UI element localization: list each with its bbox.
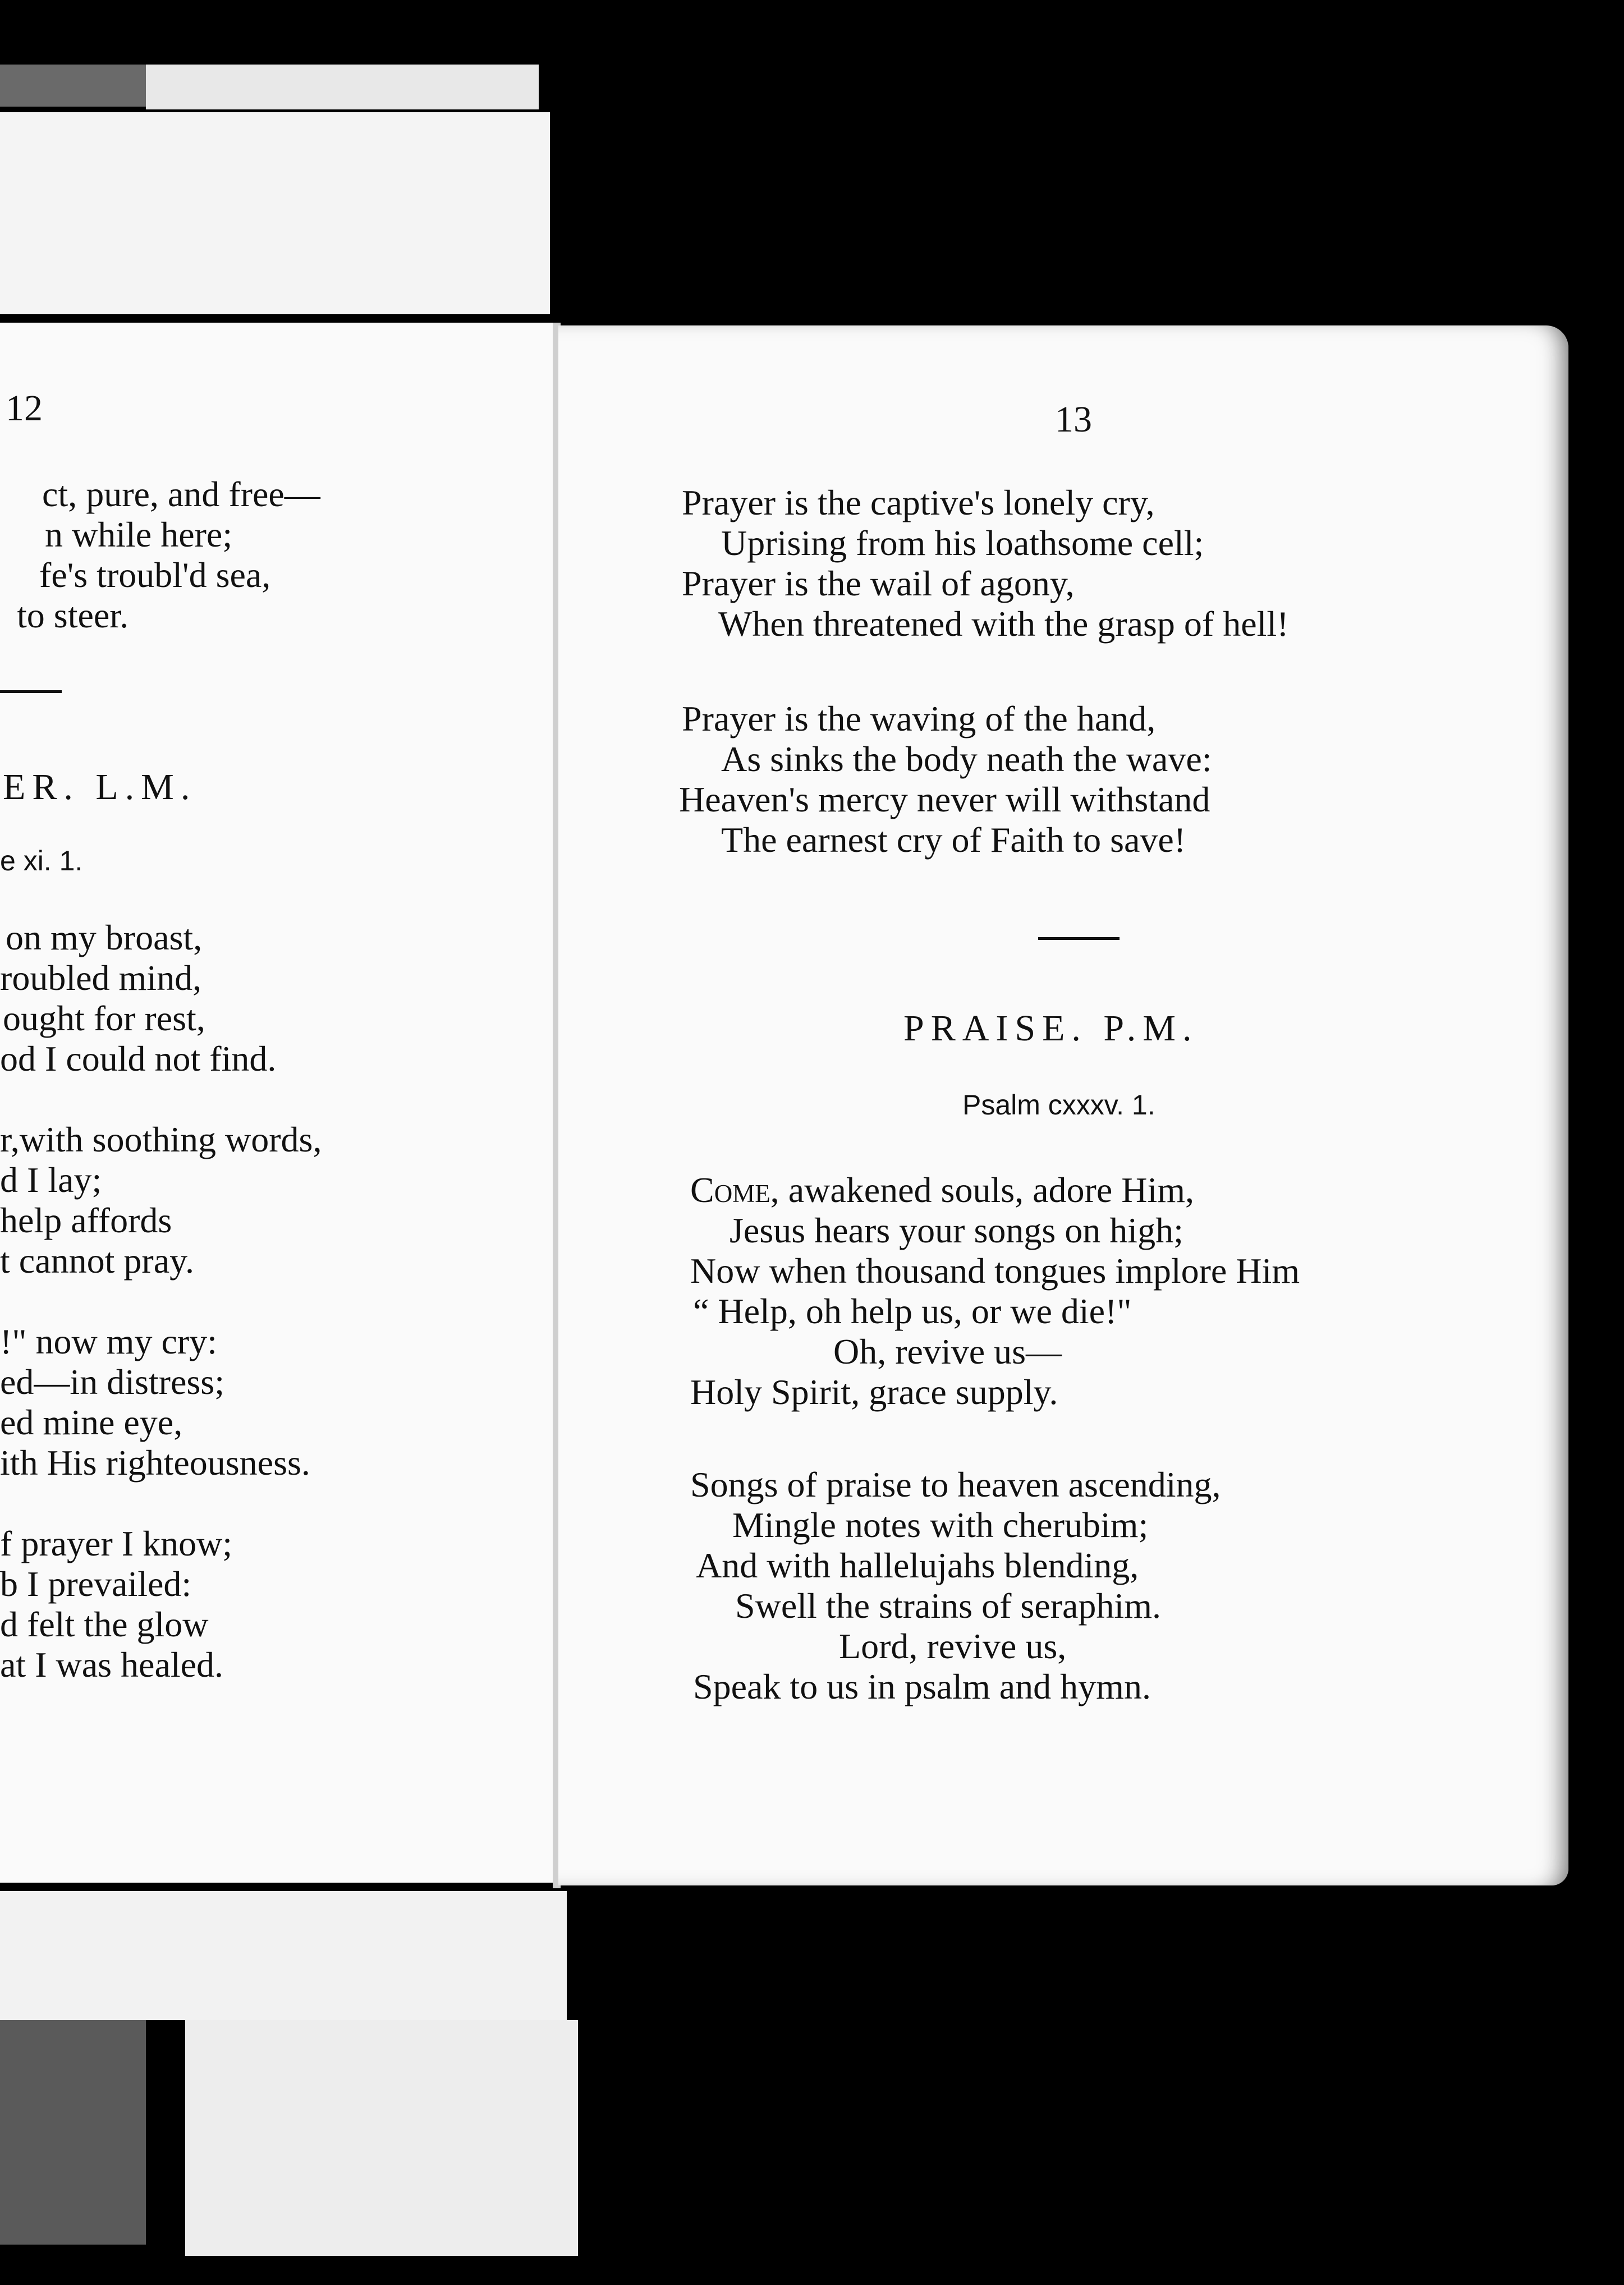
verse-line: When threatened with the grasp of hell! [718,604,1289,644]
verse-line: d felt the glow [0,1604,209,1644]
verse-text: awakened souls, adore Him, [779,1170,1195,1210]
book-edge-top-dark [0,65,146,107]
verse-line: on my broast, [6,917,203,957]
scripture-reference: e xi. 1. [0,845,83,877]
hymn-title: ER. L.M. [3,767,197,807]
verse-line: !" now my cry: [0,1322,217,1361]
section-divider [0,690,62,693]
verse-line: Speak to us in psalm and hymn. [693,1667,1151,1706]
verse-line: Prayer is the captive's lonely cry, [682,483,1155,522]
verse-line: Prayer is the wail of agony, [682,563,1075,603]
verse-line: The earnest cry of Faith to save! [721,820,1186,860]
verse-line: at I was healed. [0,1645,224,1685]
verse-line: Swell the strains of seraphim. [735,1586,1161,1626]
book-edge-bottom-dark [0,2020,146,2245]
verse-line: Holy Spirit, grace supply. [690,1372,1058,1412]
verse-line: t cannot pray. [0,1241,194,1281]
verse-line: Jesus hears your songs on high; [730,1210,1183,1250]
verse-line: ed mine eye, [0,1402,183,1442]
verse-line: As sinks the body neath the wave: [721,739,1212,779]
right-page [558,325,1568,1885]
book-edge-bottom-light [185,2020,578,2256]
verse-line: roubled mind, [0,958,202,998]
verse-line: b I prevailed: [0,1564,192,1604]
verse-line: Prayer is the waving of the hand, [682,699,1156,738]
verse-line: Now when thousand tongues implore Him [690,1251,1300,1291]
verse-line: n while here; [45,515,233,554]
left-page [0,323,556,1883]
verse-line: Uprising from his loathsome cell; [721,523,1204,563]
verse-line: ought for rest, [3,998,205,1038]
book-edge-top-paper [0,112,550,314]
verse-line: to steer. [17,595,129,635]
verse-line: ct, pure, and free— [42,474,320,514]
section-divider [1038,937,1120,940]
verse-line: Lord, revive us, [839,1626,1067,1666]
verse-line: Songs of praise to heaven ascending, [690,1465,1221,1504]
page-number: 12 [6,388,43,429]
verse-line: Mingle notes with cherubim; [732,1505,1149,1545]
verse-line: Heaven's mercy never will withstand [679,779,1210,819]
hymn-title: PRAISE. P.M. [903,1008,1199,1049]
verse-line: help affords [0,1200,172,1240]
verse-line: od I could not find. [0,1039,277,1079]
verse-line: ith His righteousness. [0,1443,310,1483]
verse-line: fe's troubl'd sea, [39,555,271,595]
verse-line: Oh, revive us— [833,1332,1062,1371]
verse-line: r,with soothing words, [0,1119,322,1159]
verse-line: ed—in distress; [0,1362,224,1402]
book-edge-bottom-paper [0,1891,567,2020]
page-number: 13 [1055,399,1092,440]
verse-line: f prayer I know; [0,1524,233,1563]
book-edge-top-light [146,65,539,109]
verse-line: And with hallelujahs blending, [696,1545,1139,1585]
verse-line: d I lay; [0,1160,102,1200]
verse-line [690,1170,1194,1210]
drop-word: Come, [690,1170,779,1210]
verse-line: “ Help, oh help us, or we die!" [693,1291,1132,1331]
scripture-reference: Psalm cxxxv. 1. [962,1089,1155,1121]
